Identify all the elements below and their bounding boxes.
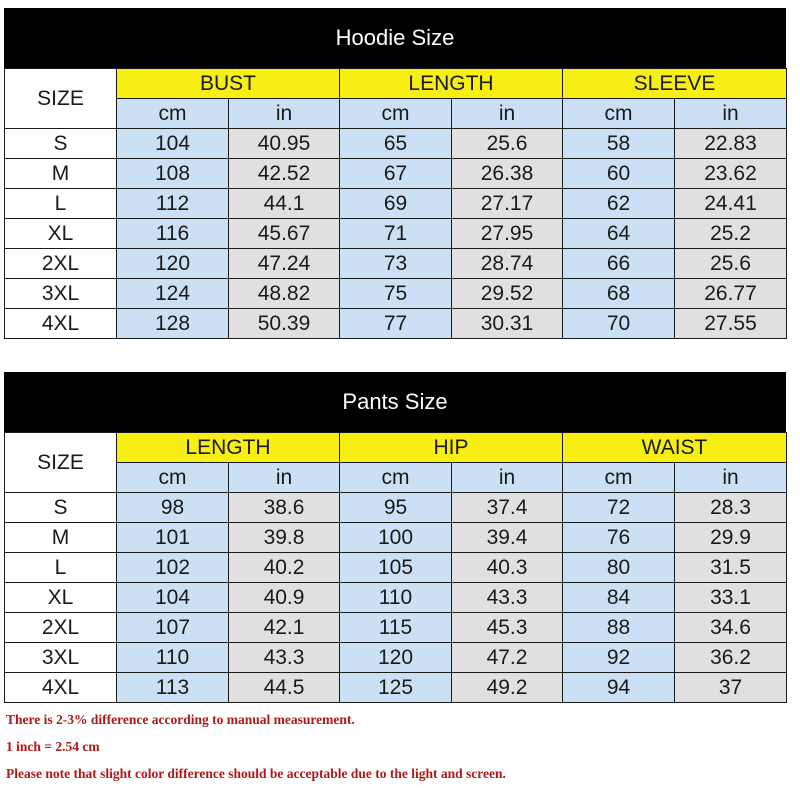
pants-size-table (4, 432, 787, 703)
cm-value-cell: 105 (340, 553, 452, 583)
pants-size-chart (4, 372, 786, 703)
unit-header-row (5, 99, 787, 129)
cm-value-cell: 64 (563, 219, 675, 249)
size-label: M (5, 523, 117, 553)
group-header-bust: BUST (117, 69, 340, 99)
cm-value-cell: 75 (340, 279, 452, 309)
unit-header-in: in (675, 99, 787, 129)
note-measurement: There is 2-3% difference according to manual measurement. (6, 712, 355, 727)
table-row (5, 129, 787, 159)
size-label: S (5, 129, 117, 159)
note-color: Please note that slight color difference should be acceptable due to the light and screen. (6, 766, 506, 781)
unit-header-in: in (229, 463, 340, 493)
cm-value-cell: 69 (340, 189, 452, 219)
in-value-cell: 44.5 (229, 673, 340, 703)
in-value-cell: 48.82 (229, 279, 340, 309)
cm-value-cell: 68 (563, 279, 675, 309)
unit-header-in: in (229, 99, 340, 129)
unit-header-cm: cm (117, 463, 229, 493)
unit-header-cm: cm (117, 99, 229, 129)
cm-value-cell: 120 (117, 249, 229, 279)
cm-value-cell: 113 (117, 673, 229, 703)
in-value-cell: 25.6 (675, 249, 787, 279)
in-value-cell: 40.2 (229, 553, 340, 583)
in-value-cell: 37 (675, 673, 787, 703)
in-value-cell: 47.2 (452, 643, 563, 673)
table-row (5, 159, 787, 189)
table-row (5, 309, 787, 339)
pants-chart-title: Pants Size (4, 372, 786, 432)
cm-value-cell: 70 (563, 309, 675, 339)
in-value-cell: 29.52 (452, 279, 563, 309)
size-label: 2XL (5, 613, 117, 643)
table-header-row (5, 69, 787, 99)
size-column-header: SIZE (5, 433, 117, 493)
group-header-hip: HIP (340, 433, 563, 463)
cm-value-cell: 98 (117, 493, 229, 523)
cm-value-cell: 88 (563, 613, 675, 643)
unit-header-row (5, 463, 787, 493)
in-value-cell: 43.3 (229, 643, 340, 673)
in-value-cell: 33.1 (675, 583, 787, 613)
cm-value-cell: 100 (340, 523, 452, 553)
size-label: XL (5, 219, 117, 249)
size-label: 4XL (5, 673, 117, 703)
cm-value-cell: 58 (563, 129, 675, 159)
cm-value-cell: 84 (563, 583, 675, 613)
in-value-cell: 23.62 (675, 159, 787, 189)
size-label: L (5, 189, 117, 219)
cm-value-cell: 76 (563, 523, 675, 553)
in-value-cell: 27.95 (452, 219, 563, 249)
in-value-cell: 50.39 (229, 309, 340, 339)
table-header-row (5, 433, 787, 463)
in-value-cell: 47.24 (229, 249, 340, 279)
in-value-cell: 37.4 (452, 493, 563, 523)
table-row (5, 673, 787, 703)
cm-value-cell: 60 (563, 159, 675, 189)
table-row (5, 219, 787, 249)
in-value-cell: 38.6 (229, 493, 340, 523)
table-row (5, 613, 787, 643)
note-conversion: 1 inch = 2.54 cm (6, 739, 100, 754)
group-header-sleeve: SLEEVE (563, 69, 787, 99)
in-value-cell: 30.31 (452, 309, 563, 339)
table-row (5, 189, 787, 219)
group-header-length: LENGTH (117, 433, 340, 463)
group-header-length: LENGTH (340, 69, 563, 99)
in-value-cell: 39.4 (452, 523, 563, 553)
in-value-cell: 34.6 (675, 613, 787, 643)
size-label: 3XL (5, 643, 117, 673)
cm-value-cell: 73 (340, 249, 452, 279)
size-label: 3XL (5, 279, 117, 309)
unit-header-cm: cm (563, 463, 675, 493)
in-value-cell: 45.3 (452, 613, 563, 643)
cm-value-cell: 80 (563, 553, 675, 583)
in-value-cell: 42.52 (229, 159, 340, 189)
cm-value-cell: 92 (563, 643, 675, 673)
in-value-cell: 26.38 (452, 159, 563, 189)
table-row (5, 583, 787, 613)
table-row (5, 493, 787, 523)
in-value-cell: 25.2 (675, 219, 787, 249)
cm-value-cell: 125 (340, 673, 452, 703)
in-value-cell: 26.77 (675, 279, 787, 309)
cm-value-cell: 65 (340, 129, 452, 159)
hoodie-size-table (4, 68, 787, 339)
size-label: 2XL (5, 249, 117, 279)
in-value-cell: 45.67 (229, 219, 340, 249)
in-value-cell: 40.3 (452, 553, 563, 583)
cm-value-cell: 72 (563, 493, 675, 523)
in-value-cell: 22.83 (675, 129, 787, 159)
in-value-cell: 36.2 (675, 643, 787, 673)
table-row (5, 523, 787, 553)
cm-value-cell: 112 (117, 189, 229, 219)
in-value-cell: 40.9 (229, 583, 340, 613)
unit-header-cm: cm (340, 463, 452, 493)
cm-value-cell: 110 (117, 643, 229, 673)
unit-header-in: in (675, 463, 787, 493)
cm-value-cell: 71 (340, 219, 452, 249)
cm-value-cell: 67 (340, 159, 452, 189)
in-value-cell: 49.2 (452, 673, 563, 703)
unit-header-cm: cm (340, 99, 452, 129)
size-label: XL (5, 583, 117, 613)
cm-value-cell: 107 (117, 613, 229, 643)
cm-value-cell: 101 (117, 523, 229, 553)
cm-value-cell: 128 (117, 309, 229, 339)
cm-value-cell: 110 (340, 583, 452, 613)
cm-value-cell: 104 (117, 129, 229, 159)
hoodie-size-chart (4, 8, 786, 339)
cm-value-cell: 124 (117, 279, 229, 309)
in-value-cell: 39.8 (229, 523, 340, 553)
in-value-cell: 44.1 (229, 189, 340, 219)
unit-header-cm: cm (563, 99, 675, 129)
hoodie-chart-title: Hoodie Size (4, 8, 786, 68)
cm-value-cell: 95 (340, 493, 452, 523)
in-value-cell: 25.6 (452, 129, 563, 159)
in-value-cell: 42.1 (229, 613, 340, 643)
notes (6, 706, 796, 787)
size-label: M (5, 159, 117, 189)
cm-value-cell: 77 (340, 309, 452, 339)
hoodie-table-body (5, 69, 787, 339)
cm-value-cell: 108 (117, 159, 229, 189)
cm-value-cell: 115 (340, 613, 452, 643)
cm-value-cell: 94 (563, 673, 675, 703)
in-value-cell: 43.3 (452, 583, 563, 613)
unit-header-in: in (452, 99, 563, 129)
table-row (5, 553, 787, 583)
table-row (5, 643, 787, 673)
cm-value-cell: 62 (563, 189, 675, 219)
in-value-cell: 29.9 (675, 523, 787, 553)
size-label: S (5, 493, 117, 523)
table-row (5, 279, 787, 309)
unit-header-in: in (452, 463, 563, 493)
cm-value-cell: 104 (117, 583, 229, 613)
in-value-cell: 28.3 (675, 493, 787, 523)
group-header-waist: WAIST (563, 433, 787, 463)
in-value-cell: 28.74 (452, 249, 563, 279)
size-label: L (5, 553, 117, 583)
cm-value-cell: 66 (563, 249, 675, 279)
in-value-cell: 27.17 (452, 189, 563, 219)
cm-value-cell: 116 (117, 219, 229, 249)
in-value-cell: 31.5 (675, 553, 787, 583)
cm-value-cell: 120 (340, 643, 452, 673)
table-row (5, 249, 787, 279)
in-value-cell: 40.95 (229, 129, 340, 159)
in-value-cell: 24.41 (675, 189, 787, 219)
size-label: 4XL (5, 309, 117, 339)
in-value-cell: 27.55 (675, 309, 787, 339)
cm-value-cell: 102 (117, 553, 229, 583)
size-column-header: SIZE (5, 69, 117, 129)
pants-table-body (5, 433, 787, 703)
